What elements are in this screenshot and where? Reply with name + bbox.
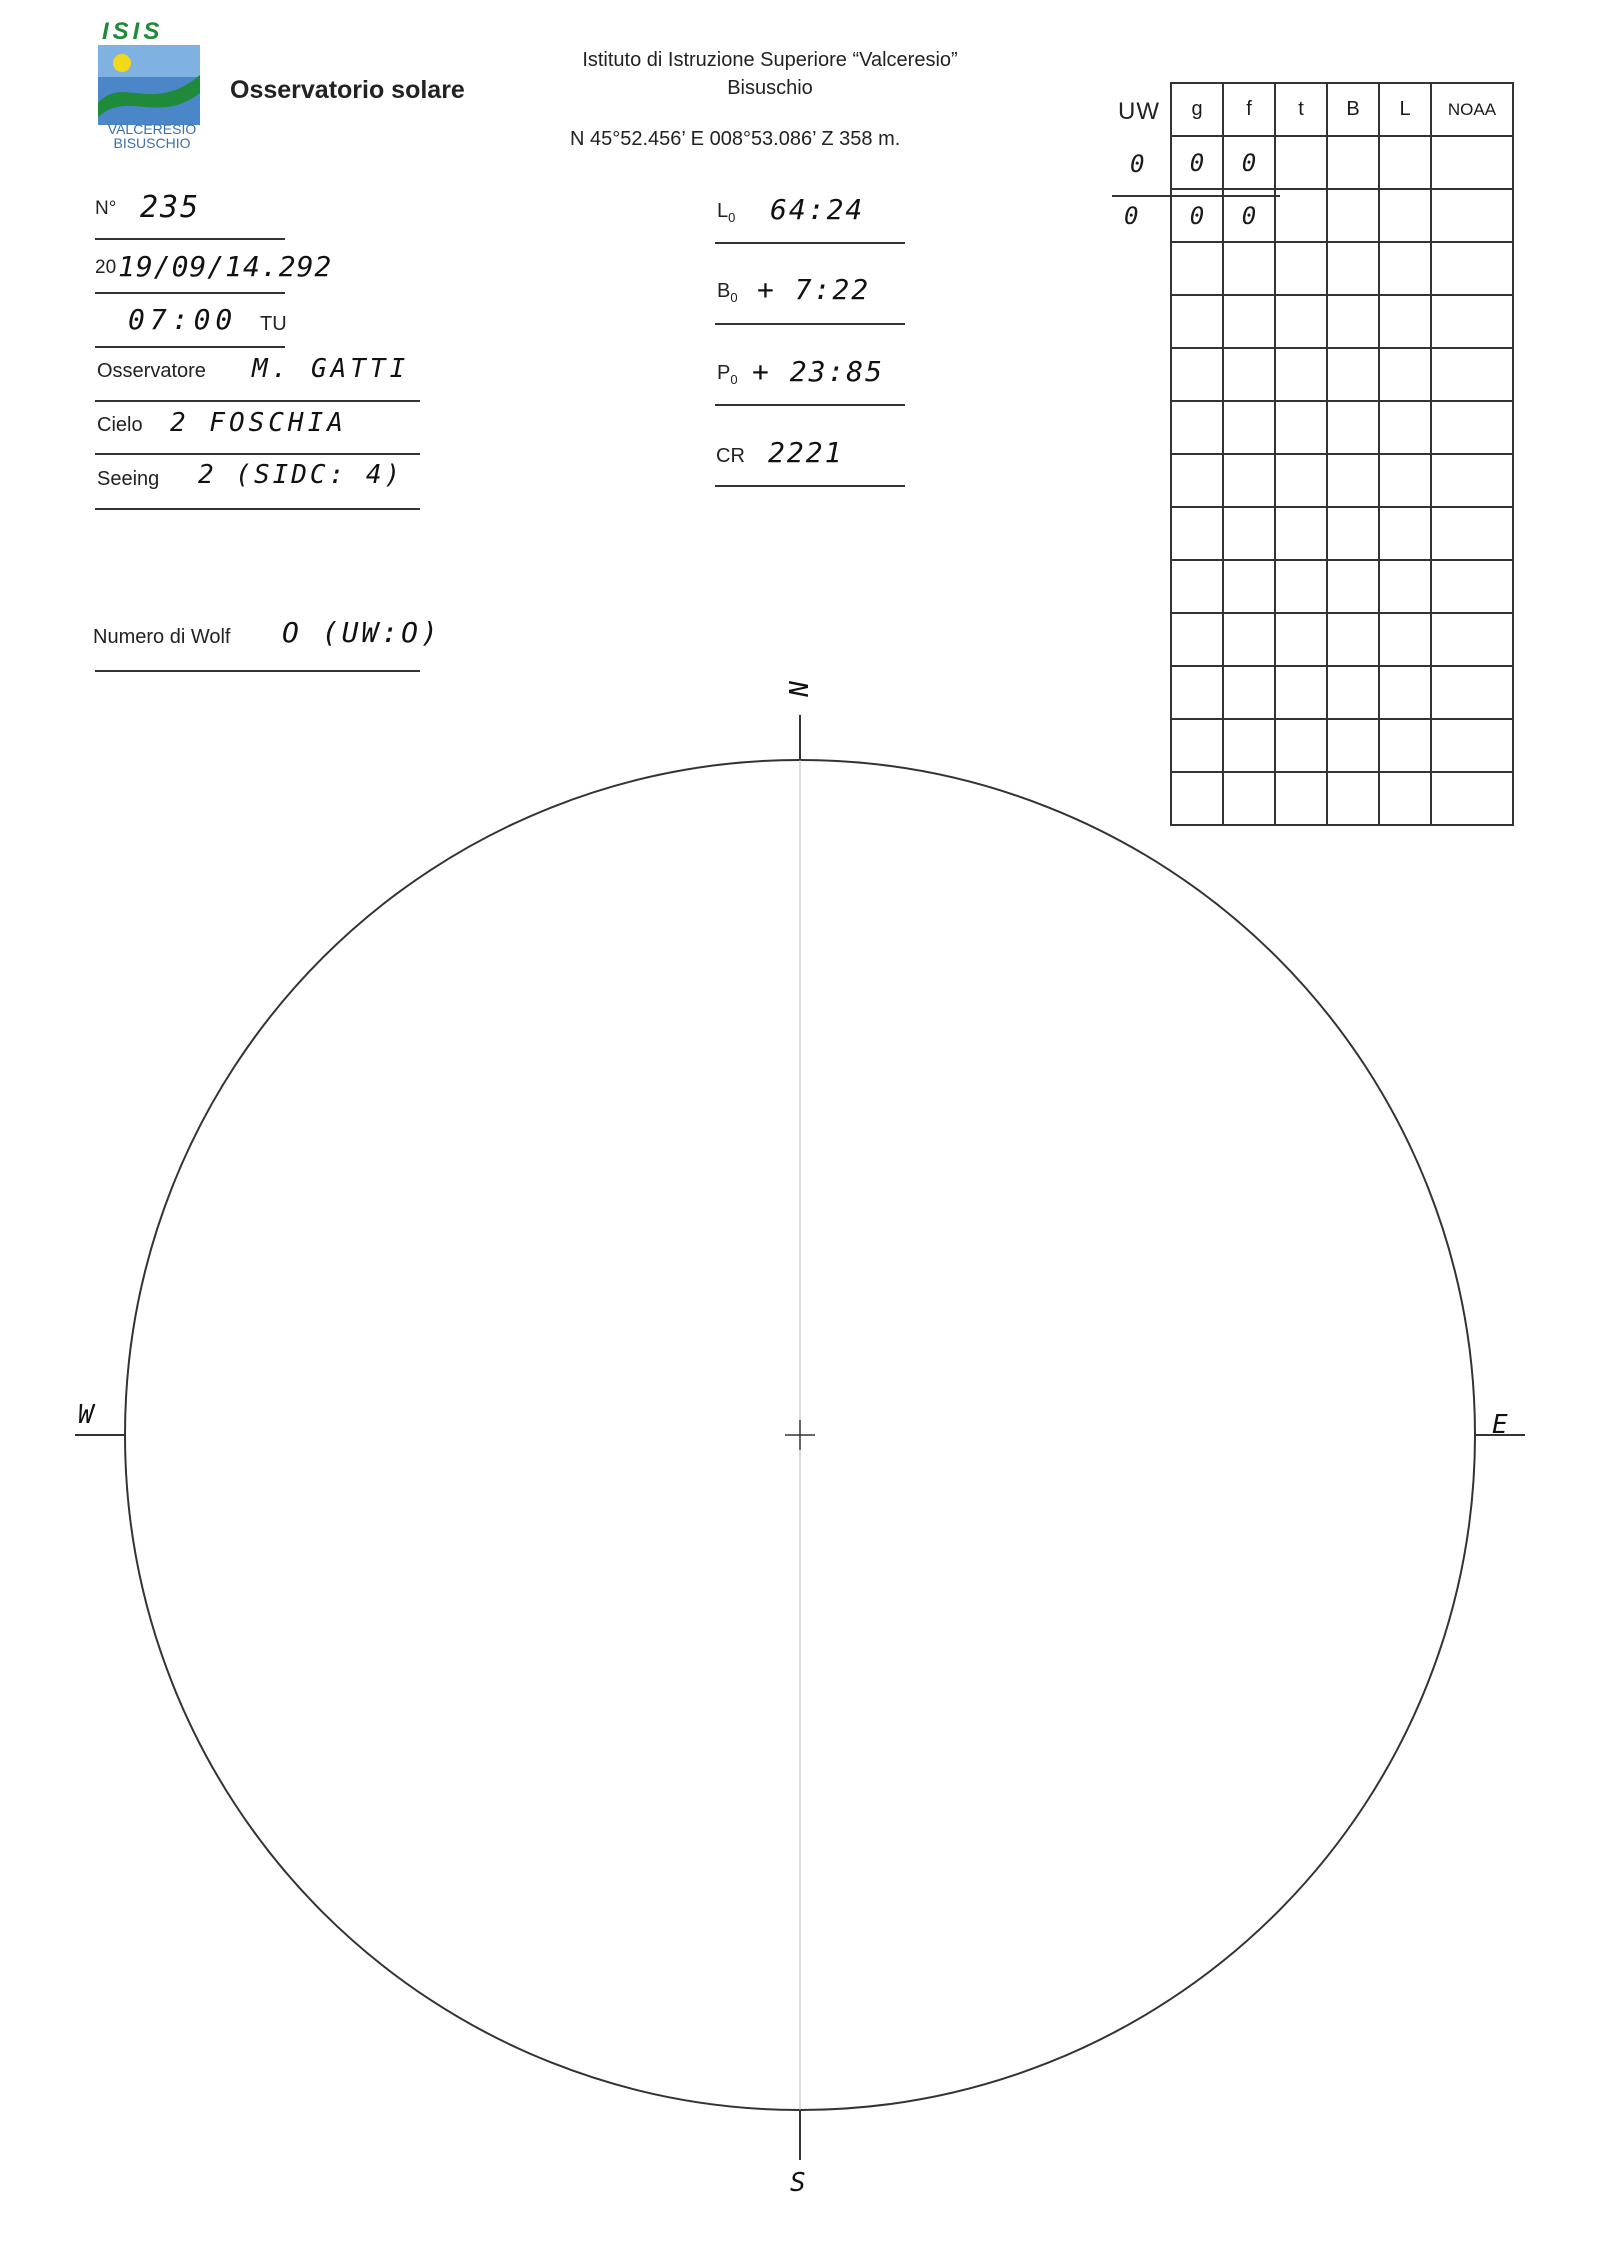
header-t: t [1275,83,1327,136]
date-value: 19/09/14.292 [118,250,333,283]
date-prefix: 20 [95,257,117,278]
header-l: L [1379,83,1431,136]
table-cell: 0 [1171,136,1223,189]
cr-value: 2221 [768,436,844,469]
sky-label: Cielo [97,414,143,436]
logo-text: ISIS [102,18,164,45]
institute-name: Istituto di Istruzione Superiore “Valceresio” [582,49,958,71]
observatory-title: Osservatorio solare [230,76,465,104]
header-b: B [1327,83,1379,136]
wolf-label: Numero di Wolf [93,626,231,648]
b0-value: + 7:22 [757,273,871,306]
l0-value: 64:24 [770,193,865,226]
l0-subscript: 0 [728,210,736,225]
north-label: N [781,681,812,699]
time-unit: TU [260,313,287,335]
west-label: W [78,1400,96,1430]
uw-value-row1: 0 [1130,150,1145,178]
uw-value-row2: 0 [1124,202,1139,230]
p0-letter: P [717,362,731,384]
seeing-value: 2 (SIDC: 4) [198,460,404,490]
observer-label: Osservatore [97,360,206,382]
header-f: f [1223,83,1275,136]
table-cell: 0 [1223,189,1275,242]
table-cell: 0 [1223,136,1275,189]
table-cell: 0 [1171,189,1223,242]
b0-letter: B [717,280,731,302]
institute-town: Bisuschio [727,77,813,99]
b0-subscript: 0 [730,290,738,305]
logo-caption-line1: VALCERESIO [107,121,197,137]
cr-label: CR [716,445,745,467]
seeing-label: Seeing [97,468,160,490]
sky-value: 2 FOSCHIA [170,408,347,438]
uw-header: UW [1118,98,1160,125]
number-value: 235 [140,190,201,225]
header-g: g [1171,83,1223,136]
south-label: S [790,2168,808,2198]
p0-subscript: 0 [730,372,738,387]
observer-value: M. GATTI [252,354,410,384]
number-label: N° [95,198,117,219]
wolf-value: O (UW:O) [282,616,441,649]
logo-caption-line2: BISUSCHIO [113,135,191,151]
time-value: 07:00 [128,303,238,336]
site-coordinates: N 45°52.456’ E 008°53.086’ Z 358 m. [570,128,901,150]
l0-letter: L [717,200,729,222]
header-noaa: NOAA [1431,83,1513,136]
p0-value: + 23:85 [752,355,885,388]
east-label: E [1492,1410,1510,1440]
